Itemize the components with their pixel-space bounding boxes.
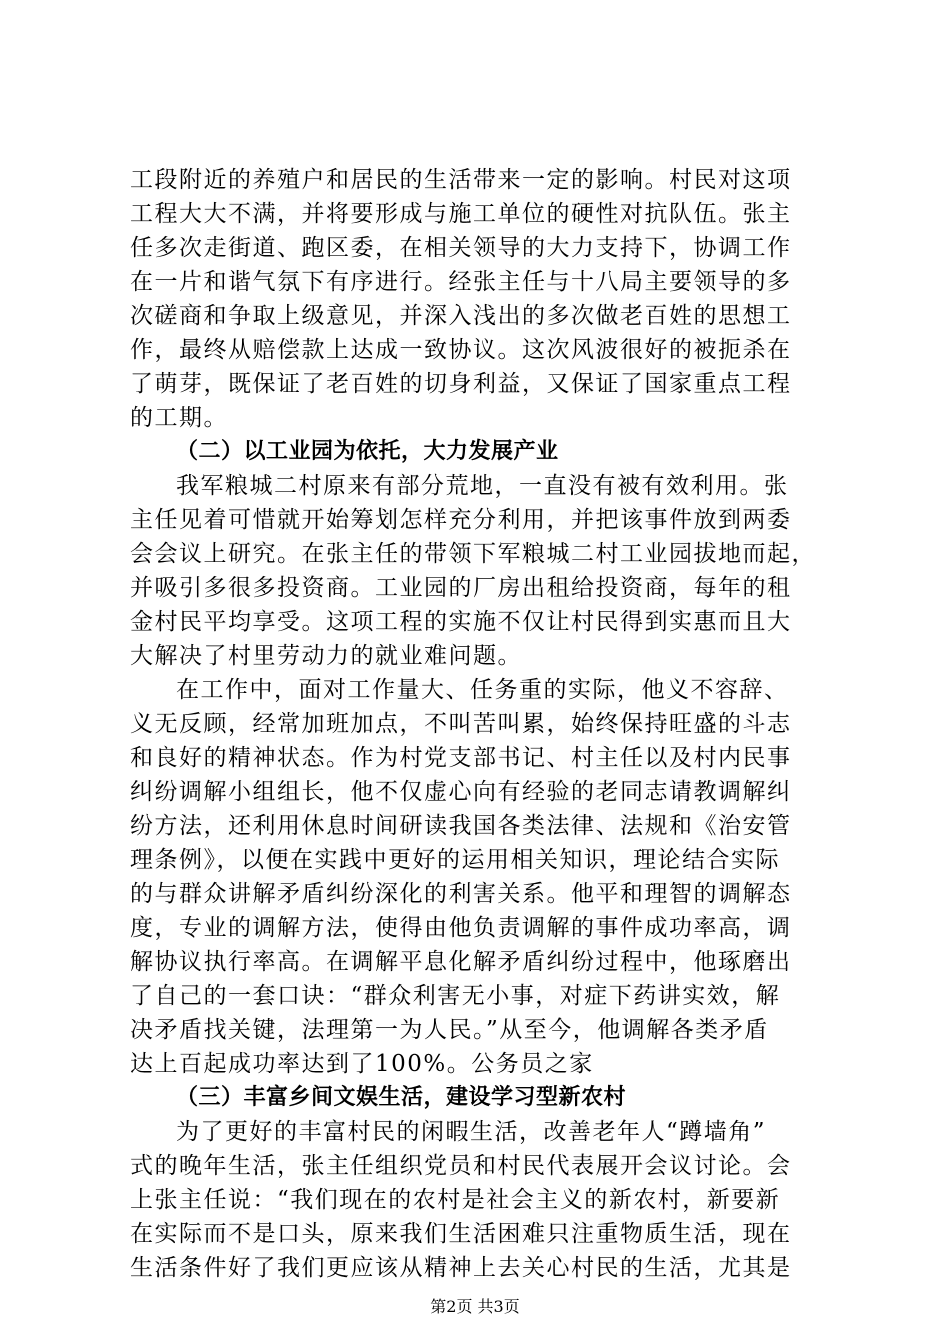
body-line: 的工期。 (130, 405, 228, 431)
body-line: 式的晚年生活，张主任组织党员和村民代表展开会议讨论。会 (130, 1153, 792, 1179)
body-line: 次磋商和争取上级意见，并深入浅出的多次做老百姓的思想工 (130, 303, 792, 329)
body-line: 大解决了村里劳动力的就业难问题。 (130, 643, 522, 669)
body-line: 在一片和谐气氛下有序进行。经张主任与十八局主要领导的多 (130, 269, 792, 295)
body-line: 达上百起成功率达到了100%。公务员之家 (130, 1051, 594, 1077)
body-line: 义无反顾，经常加班加点，不叫苦叫累，始终保持旺盛的斗志 (130, 711, 792, 737)
body-line: 解协议执行率高。在调解平息化解矛盾纠纷过程中，他琢磨出 (130, 949, 792, 975)
body-line: 决矛盾找关键，法理第一为人民。”从至今，他调解各类矛盾 (130, 1017, 769, 1043)
body-line: 并吸引多很多投资商。工业园的厂房出租给投资商，每年的租 (130, 575, 792, 601)
body-line: 生活条件好了我们更应该从精神上去关心村民的生活，尤其是 (130, 1255, 792, 1281)
body-line: 和良好的精神状态。作为村党支部书记、村主任以及村内民事 (130, 745, 792, 771)
body-line: 作，最终从赔偿款上达成一致协议。这次风波很好的被扼杀在 (130, 337, 792, 363)
body-line: 工段附近的养殖户和居民的生活带来一定的影响。村民对这项 (130, 167, 792, 193)
body-line: 了萌芽，既保证了老百姓的切身利益，又保证了国家重点工程 (130, 371, 792, 397)
body-line: 在实际而不是口头，原来我们生活困难只注重物质生活，现在 (130, 1221, 792, 1247)
body-line: 纷方法，还利用休息时间研读我国各类法律、法规和《治安管 (130, 813, 792, 839)
body-line: 度，专业的调解方法，使得由他负责调解的事件成功率高，调 (130, 915, 792, 941)
paragraph-first-line: 我军粮城二村原来有部分荒地，一直没有被有效利用。张 (176, 473, 789, 499)
paragraph-first-line: 在工作中，面对工作量大、任务重的实际，他义不容辞、 (176, 677, 789, 703)
body-line: 会会议上研究。在张主任的带领下军粮城二村工业园拔地而起， (130, 541, 816, 567)
paragraph-first-line: 为了更好的丰富村民的闲暇生活，改善老年人“蹲墙角” (176, 1119, 767, 1145)
body-line: 工程大大不满，并将要形成与施工单位的硬性对抗队伍。张主 (130, 201, 792, 227)
page-footer: 第2页 共3页 (430, 1297, 520, 1316)
body-line: 金村民平均享受。这项工程的实施不仅让村民得到实惠而且大 (130, 609, 792, 635)
section-heading-3: （三）丰富乡间文娱生活，建设学习型新农村 (176, 1085, 627, 1110)
section-heading-2: （二）以工业园为依托，大力发展产业 (176, 439, 559, 464)
body-line: 任多次走街道、跑区委，在相关领导的大力支持下，协调工作 (130, 235, 792, 261)
body-line: 纠纷调解小组组长，他不仅虚心向有经验的老同志请教调解纠 (130, 779, 792, 805)
body-line: 主任见着可惜就开始筹划怎样充分利用，并把该事件放到两委 (130, 507, 792, 533)
body-line: 理条例》，以便在实践中更好的运用相关知识，理论结合实际 (130, 847, 780, 873)
body-line: 的与群众讲解矛盾纠纷深化的利害关系。他平和理智的调解态 (130, 881, 792, 907)
body-line: 了自己的一套口诀：“群众利害无小事，对症下药讲实效，解 (130, 983, 781, 1009)
body-line: 上张主任说：“我们现在的农村是社会主义的新农村，新要新 (130, 1187, 781, 1213)
